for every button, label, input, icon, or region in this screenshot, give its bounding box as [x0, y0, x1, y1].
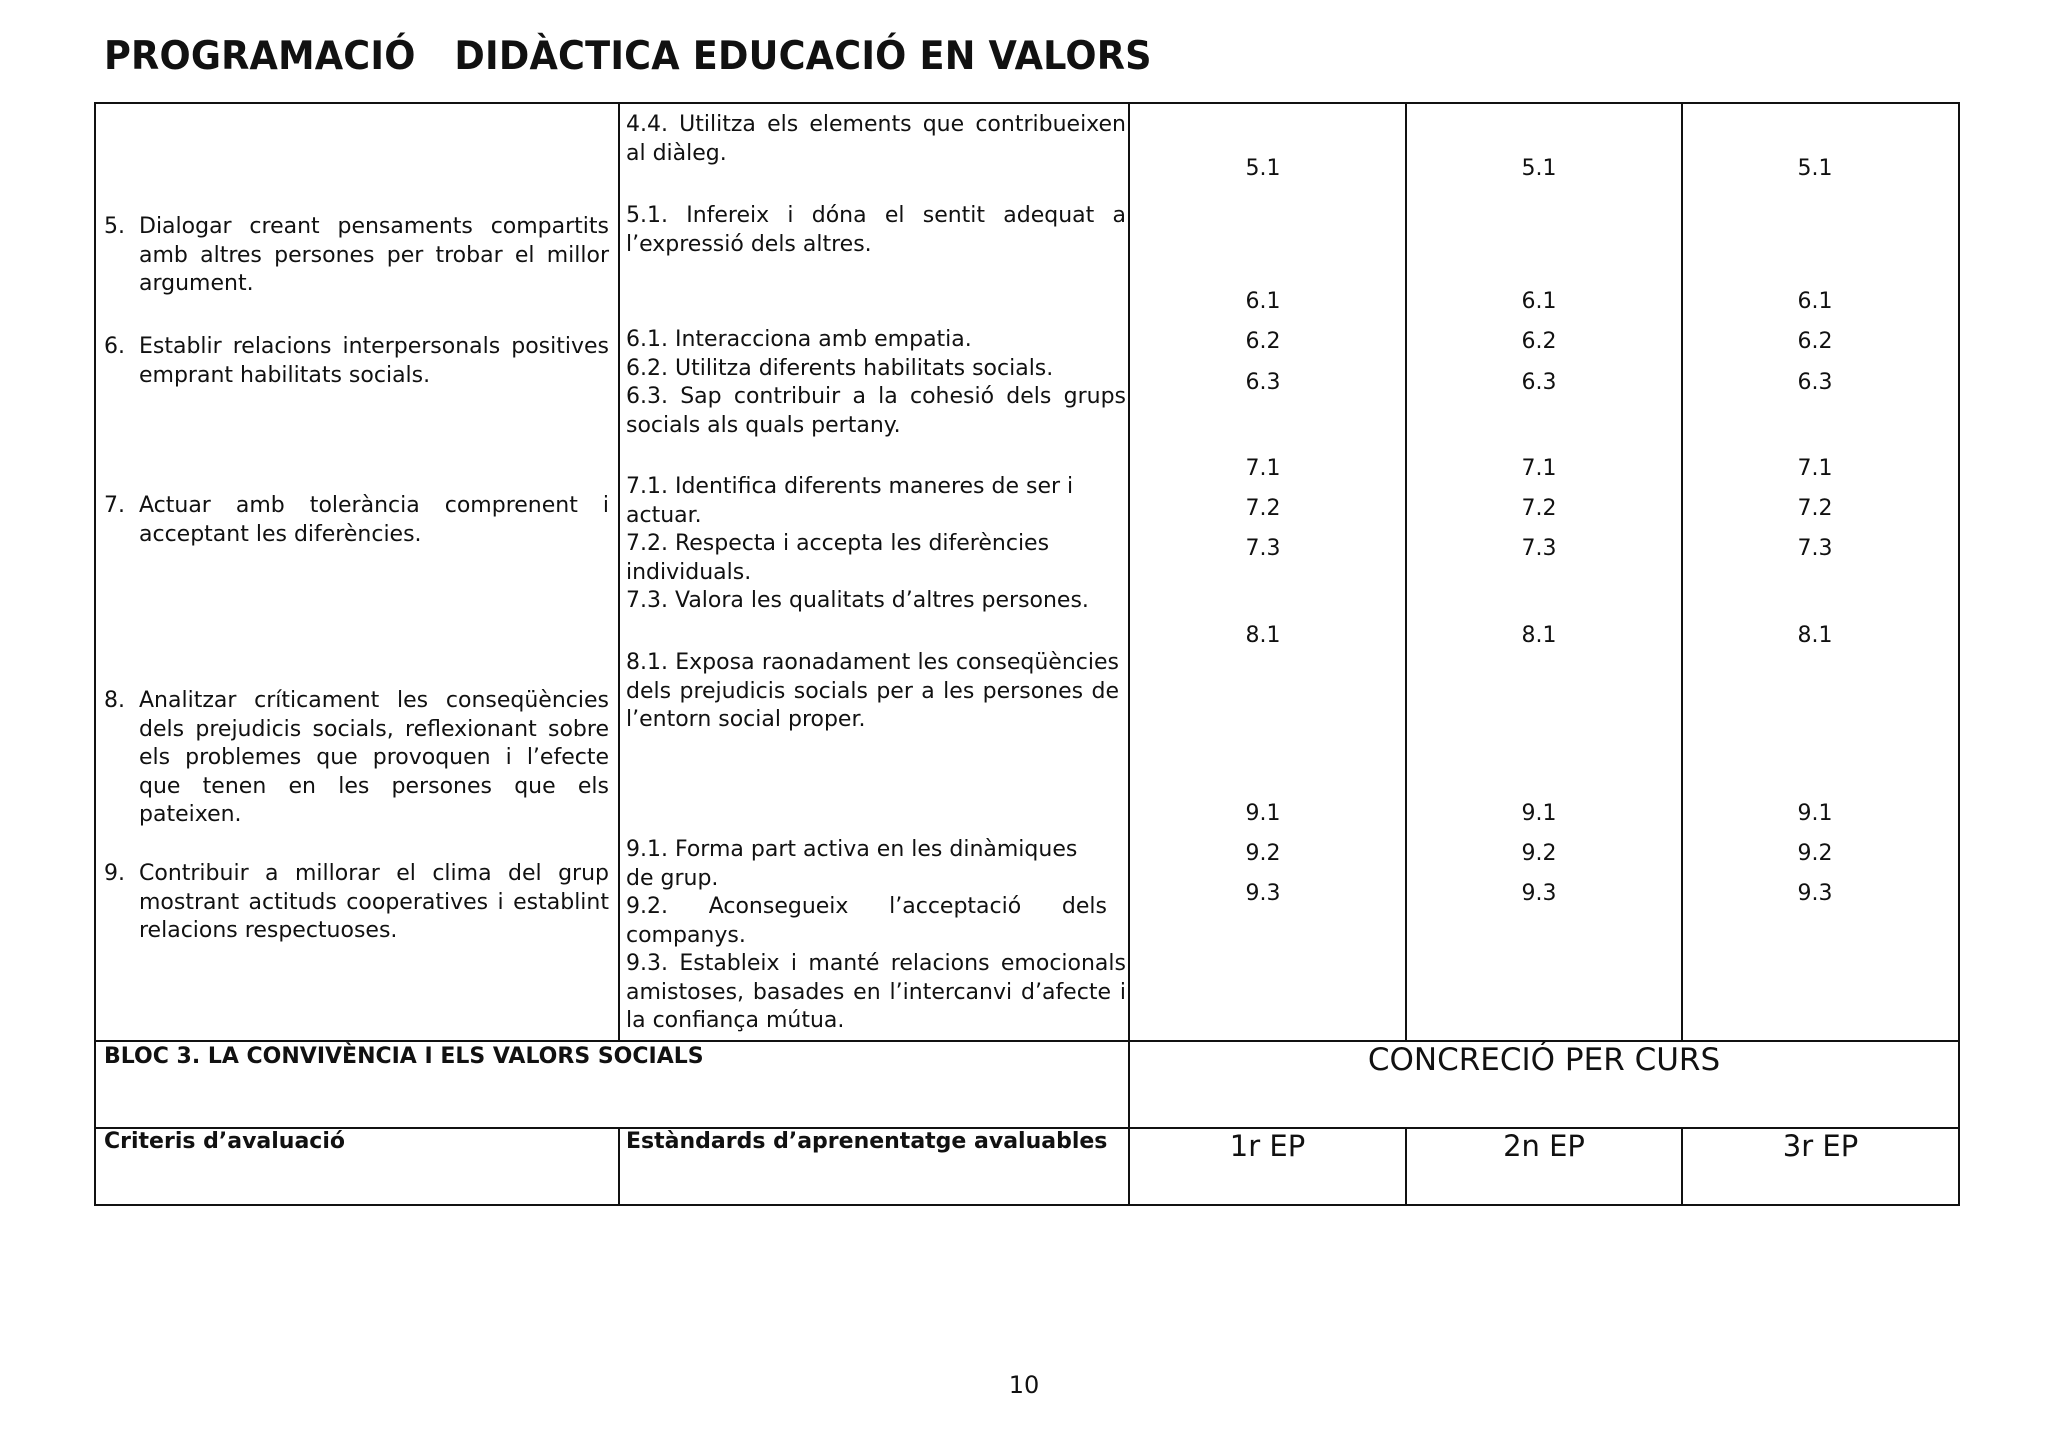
criteri-item [104, 860, 609, 946]
criteri-item [104, 492, 609, 549]
course-standard: 6.1 [1521, 289, 1557, 314]
course-standard: 9.1 [1521, 801, 1557, 826]
course-standard: 7.2 [1245, 496, 1281, 521]
estandard-item: 4.4. Utilitza els elements que contribueixen al diàleg. [626, 112, 1126, 166]
course-standard: 7.3 [1797, 536, 1833, 561]
estandard-item: 9.1. Forma part activa en les dinàmiques de grup. [626, 837, 1078, 891]
course-standard: 8.1 [1521, 623, 1557, 648]
course-standard: 6.3 [1521, 370, 1557, 395]
course-standard: 6.1 [1797, 289, 1833, 314]
estandards-column-header: Estàndards d’aprenentatge avaluables [626, 1129, 1108, 1154]
course-standard: 7.3 [1245, 536, 1281, 561]
estandard-item: 6.3. Sap contribuir a la cohesió dels grups socials als quals pertany. [626, 384, 1126, 438]
course-header-3r: 3r EP [1782, 1129, 1859, 1163]
criteri-text: Establir relacions interpersonals positives emprant habilitats socials. [139, 334, 609, 388]
page-title: PROGRAMACIÓ DIDÀCTICA EDUCACIÓ EN VALORS [104, 34, 1152, 79]
estandard-item: 7.2. Respecta i accepta les diferències individuals. [626, 531, 1050, 585]
course-standard: 7.1 [1245, 456, 1281, 481]
criteri-text: Dialogar creant pensaments compartits amb altres persones per trobar el millor argument. [139, 214, 609, 296]
course-standard: 9.3 [1797, 881, 1833, 906]
criteri-item [104, 213, 609, 299]
course-standard: 6.2 [1797, 329, 1833, 354]
course-standard: 9.1 [1245, 801, 1281, 826]
course-standard: 7.3 [1521, 536, 1557, 561]
criteri-number: 6. [104, 334, 125, 359]
criteris-column-header: Criteris d’avaluació [104, 1129, 346, 1154]
course-standard: 7.1 [1521, 456, 1557, 481]
criteri-text: Analitzar críticament les conseqüències dels prejudicis socials, reflexionant sobre els problemes que provoquen i l’efecte que tenen en les persones que els pateixen. [139, 688, 609, 827]
criteri-item [104, 687, 609, 830]
course-header-1r: 1r EP [1229, 1129, 1306, 1163]
course-standard: 6.3 [1797, 370, 1833, 395]
course-standard: 6.1 [1245, 289, 1281, 314]
course-standard: 9.3 [1521, 881, 1557, 906]
course-standard: 6.3 [1245, 370, 1281, 395]
course-standard: 8.1 [1797, 623, 1833, 648]
course-standard: 5.1 [1521, 156, 1557, 181]
estandard-item: 5.1. Infereix i dóna el sentit adequat a l’expressió dels altres. [626, 203, 1126, 257]
concrecio-heading: CONCRECIÓ PER CURS [1367, 1042, 1721, 1078]
criteri-number: 9. [104, 861, 125, 886]
estandard-item: 8.1. Exposa raonadament les conseqüències dels prejudicis socials per a les persones de l’entorn social proper. [626, 650, 1119, 732]
criteri-number: 8. [104, 688, 125, 713]
course-header-2n: 2n EP [1503, 1129, 1585, 1163]
estandard-item: 6.1. Interacciona amb empatia. 6.2. Utilitza diferents habilitats socials. [626, 327, 1054, 381]
course-standard: 9.2 [1797, 841, 1833, 866]
course-standard: 9.1 [1797, 801, 1833, 826]
estandard-item: 9.2. Aconsegueix l’acceptació dels companys. [626, 894, 1107, 948]
course-standard: 7.2 [1797, 496, 1833, 521]
course-standard: 6.2 [1521, 329, 1557, 354]
criteri-text: Actuar amb tolerància comprenent i acceptant les diferències. [139, 493, 609, 547]
estandard-item: 7.1. Identifica diferents maneres de ser i actuar. [626, 474, 1074, 528]
course-standard: 7.1 [1797, 456, 1833, 481]
course-standard: 8.1 [1245, 623, 1281, 648]
course-standard: 6.2 [1245, 329, 1281, 354]
bloc-heading: BLOC 3. LA CONVIVÈNCIA I ELS VALORS SOCIALS [104, 1044, 704, 1069]
criteri-number: 7. [104, 493, 125, 518]
criteri-text: Contribuir a millorar el clima del grup mostrant actituds cooperatives i establint relacions respectuoses. [139, 861, 609, 943]
page-number: 10 [1008, 1371, 1040, 1399]
estandard-item: 7.3. Valora les qualitats d’altres persones. [626, 588, 1089, 613]
course-standard: 7.2 [1521, 496, 1557, 521]
course-standard: 5.1 [1797, 156, 1833, 181]
criteri-item [104, 333, 609, 390]
course-standard: 9.3 [1245, 881, 1281, 906]
estandard-item: 9.3. Estableix i manté relacions emocionals amistoses, basades en l’intercanvi d’afecte i la confiança mútua. [626, 951, 1126, 1033]
criteri-number: 5. [104, 214, 125, 239]
course-standard: 9.2 [1521, 841, 1557, 866]
course-standard: 9.2 [1245, 841, 1281, 866]
course-standard: 5.1 [1245, 156, 1281, 181]
